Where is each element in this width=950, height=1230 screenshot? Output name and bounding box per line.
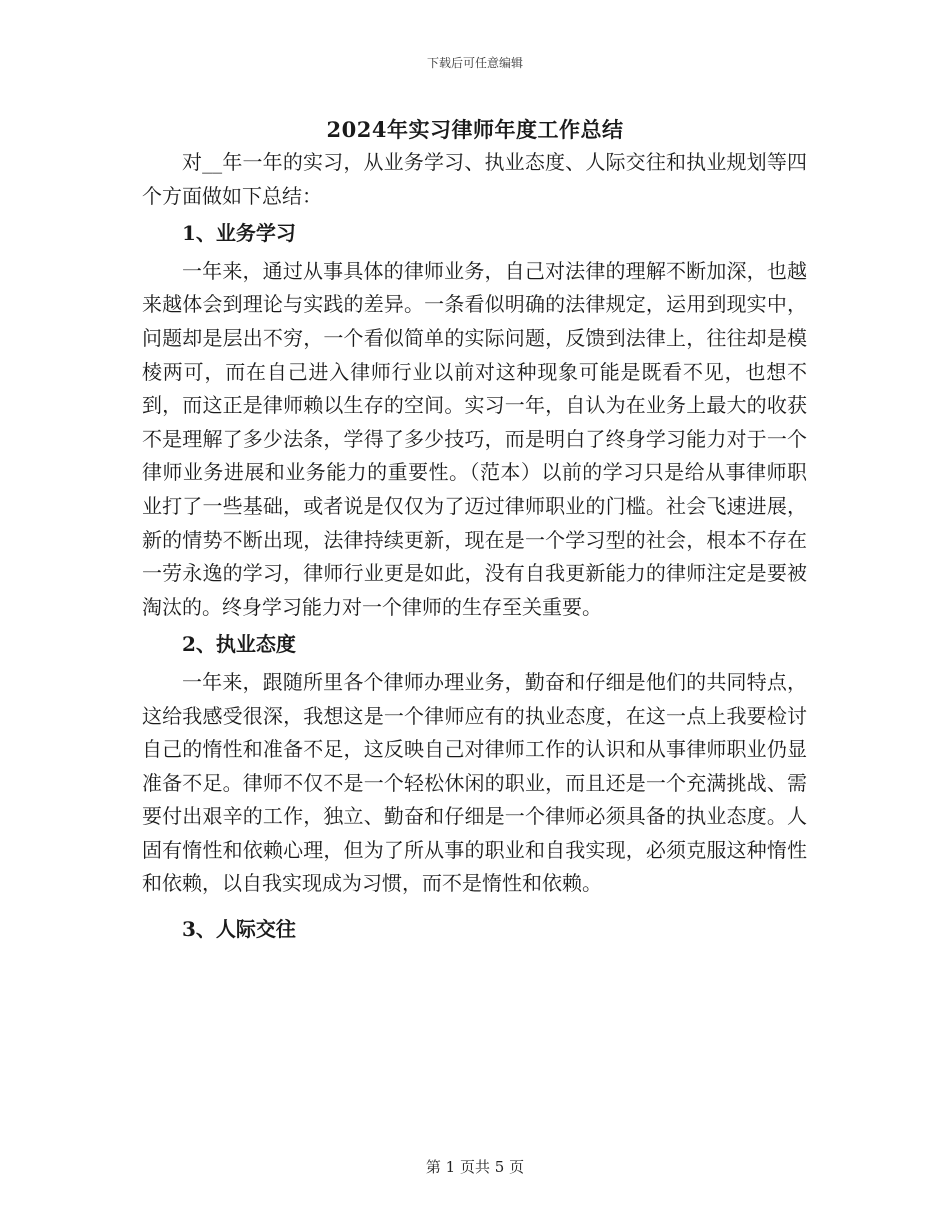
section-heading-1: 1、业务学习 [182,221,296,246]
intro-paragraph: 对__年一年的实习，从业务学习、执业态度、人际交往和执业规划等四个方面做如下总结： [142,150,807,208]
section-heading-2: 2、执业态度 [182,632,296,657]
document-title: 2024年实习律师年度工作总结 [326,117,624,142]
section-paragraph-2: 一年来，跟随所里各个律师办理业务，勤奋和仔细是他们的共同特点，这给我感受很深，我想这是一个律师应有的执业态度，在这一点上我要检讨自己的惰性和准备不足，这反映自己对律师工作的认识和从事律师职业仍显准备不足。律师不仅不是一个轻松休闲的职业，而且还是一个充满挑战、需要付出艰辛的工作，独立、勤奋和仔细是一个律师必须具备的执业态度。人固有惰性和依赖心理，但为了所从事的职业和自我实现，必须克服这种惰性和依赖，以自我实现成为习惯，而不是惰性和依赖。 [142,669,807,896]
header-note: 下载后可任意编辑 [426,56,523,70]
section-heading-3: 3、人际交往 [182,917,296,942]
document-body [142,146,807,951]
page-indicator: 第 1 页共 5 页 [425,1158,525,1176]
section-paragraph-1: 一年来，通过从事具体的律师业务，自己对法律的理解不断加深，也越来越体会到理论与实践的差异。一条看似明确的法律规定，运用到现实中，问题却是层出不穷，一个看似简单的实际问题，反馈到法律上，往往却是模棱两可，而在自己进入律师行业以前对这种现象可能是既看不见，也想不到，而这正是律师赖以生存的空间。实习一年，自认为在业务上最大的收获不是理解了多少法条，学得了多少技巧，而是明白了终身学习能力对于一个律师业务进展和业务能力的重要性。（范本）以前的学习只是给从事律师职业打了一些基础，或者说是仅仅为了迈过律师职业的门槛。社会飞速进展，新的情势不断出现，法律持续更新，现在是一个学习型的社会，根本不存在一劳永逸的学习，律师行业更是如此，没有自我更新能力的律师注定是要被淘汰的。终身学习能力对一个律师的生存至关重要。 [142,258,807,619]
